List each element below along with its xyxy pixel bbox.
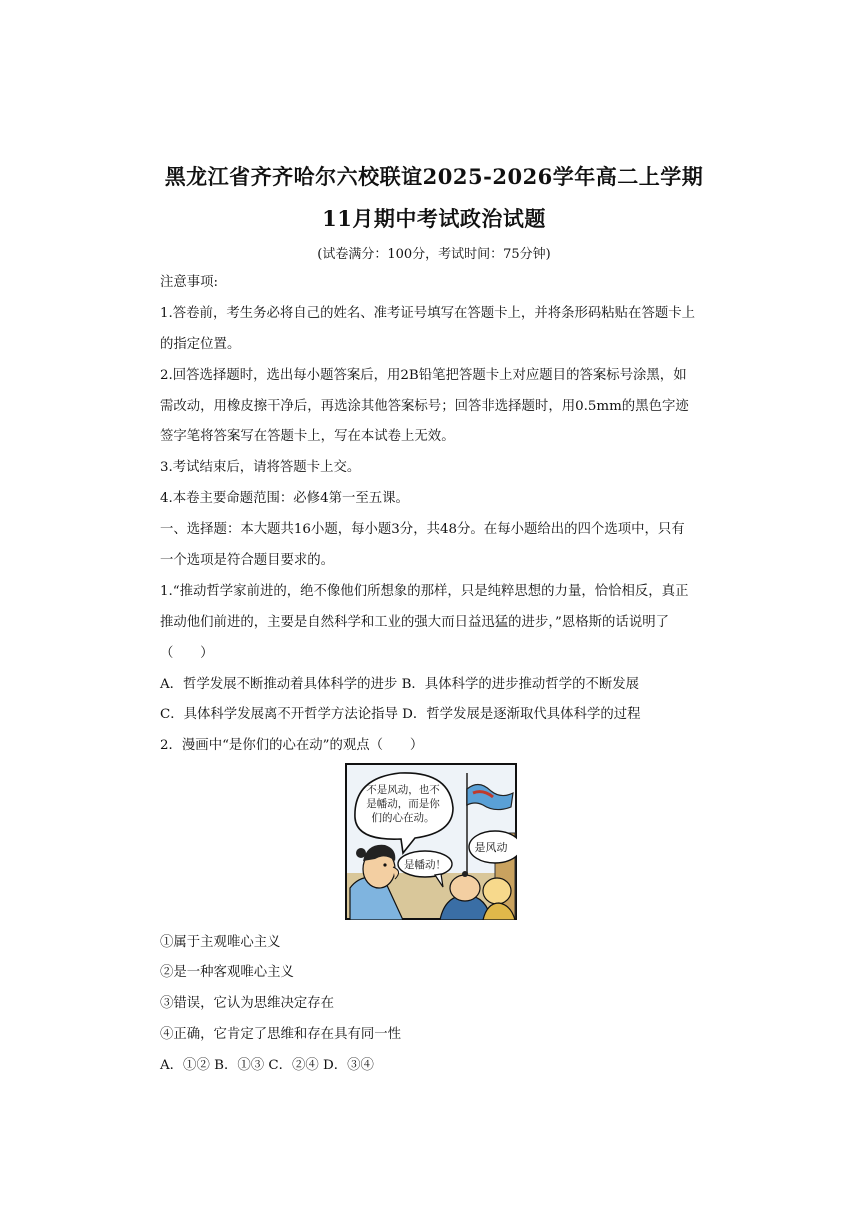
notice-line: 4.本卷主要命题范围：必修4第一至五课。 [160,491,409,506]
question-2-item: ②是一种客观唯心主义 [160,965,294,980]
question-1-options: A．哲学发展不断推动着具体科学的进步 B．具体科学的进步推动哲学的不断发展 [160,677,640,692]
exam-title: 黑龙江省齐齐哈尔六校联谊2025-2026学年高二上学期 [164,164,704,189]
question-2-item: ④正确，它肯定了思维和存在具有同一性 [160,1027,402,1042]
bubble-flag-text: 是幡动！ [404,859,446,871]
section-heading-cont: 一个选项是符合题目要求的。 [160,553,335,568]
exam-info: (试卷满分：100分，考试时间：75分钟) [317,247,551,262]
question-2-item: ①属于主观唯心主义 [160,935,281,950]
question-2-item: ③错误，它认为思维决定存在 [160,996,335,1011]
bubble-wind-text: 是风动 [474,841,508,854]
bubble-main-line: 不是风动，也不 [366,784,440,796]
notice-line: 1.答卷前，考生务必将自己的姓名、准考证号填写在答题卡上，并将条形码粘贴在答题卡上 [160,306,696,321]
notice-line: 的指定位置。 [160,337,241,352]
exam-subject-title: 11月期中考试政治试题 [322,206,546,231]
bubble-main-line: 们的心在动。 [371,812,435,824]
notice-line: 3.考试结束后，请将答题卡上交。 [160,460,361,475]
section-heading: 一、选择题：本大题共16小题，每小题3分，共48分。在每小题给出的四个选项中，只有 [160,522,685,537]
notice-line: 2.回答选择题时，选出每小题答案后，用2B铅笔把答题卡上对应题目的答案标号涂黑，如 [160,368,687,383]
wind-flag-cartoon [345,763,517,920]
question-2-stem: 2．漫画中“是你们的心在动”的观点（ ） [160,738,424,753]
question-1-options: C．具体科学发展离不开哲学方法论指导 D．哲学发展是逐渐取代具体科学的过程 [160,707,641,722]
notice-line: 需改动，用橡皮擦干净后，再选涂其他答案标号；回答非选择题时，用0.5mm的黑色字迹 [160,399,689,414]
question-1-stem: 1.“推动哲学家前进的，绝不像他们所想象的那样，只是纯粹思想的力量，恰恰相反，真正 [160,584,689,599]
notice-heading: 注意事项: [160,275,219,290]
question-1-blank: （ ） [160,646,214,661]
question-1-stem: 推动他们前进的，主要是自然科学和工业的强大而日益迅猛的进步，”恩格斯的话说明了 [160,615,669,630]
bubble-main-line: 是幡动，而是你 [366,798,440,810]
question-2-answers: A．①② B．①③ C．②④ D．③④ [160,1058,374,1073]
notice-line: 签字笔将答案写在答题卡上，写在本试卷上无效。 [160,429,455,444]
